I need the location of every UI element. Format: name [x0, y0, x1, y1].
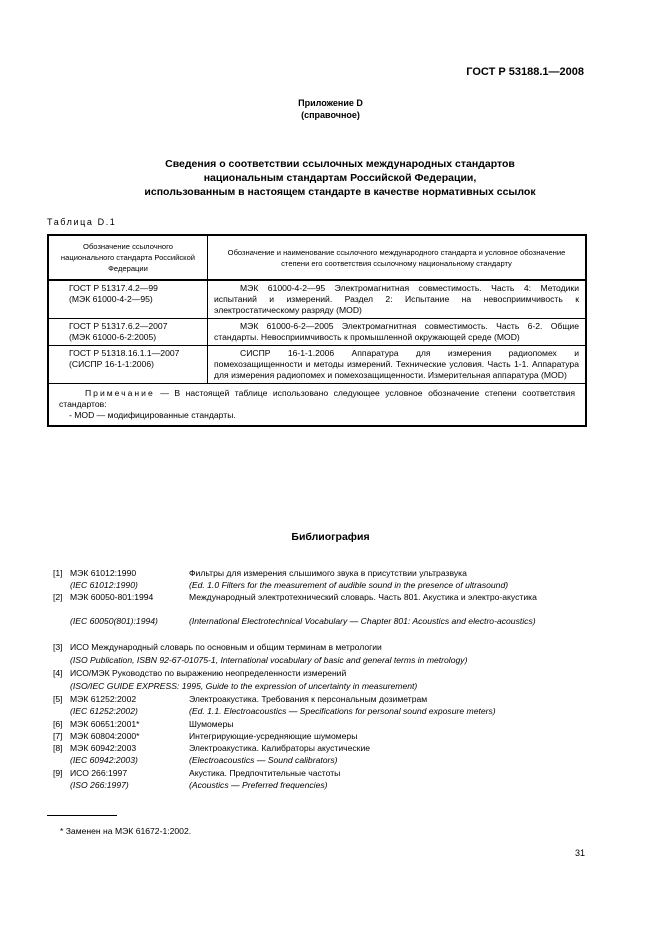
national-standard-equivalent: (МЭК 61000-4-2—95): [69, 294, 153, 304]
bib-code-en: (IEC 60050(801):1994): [70, 616, 158, 626]
bib-text: ИСО/МЭК Руководство по выражению неопределенности измерений: [70, 668, 347, 678]
bib-number: [1]: [53, 568, 63, 578]
national-standard-cell: [48, 319, 208, 346]
note-item: - MOD — модифицированные стандарты.: [69, 410, 236, 420]
bib-description-en: (Electroacoustics — Sound calibrators): [189, 755, 338, 765]
table-row: [48, 346, 586, 384]
bib-code: МЭК 61012:1990: [70, 568, 137, 578]
footnote-divider: [47, 815, 117, 816]
international-standard-cell: [208, 346, 587, 384]
table-label: Таблица D.1: [47, 217, 117, 227]
national-standard-code: ГОСТ Р 51318.16.1.1—2007: [69, 348, 180, 358]
national-standard-equivalent: (МЭК 61000-6-2:2005): [69, 332, 157, 342]
bib-number: [7]: [53, 731, 63, 741]
bib-code-en: (IEC 60942:2003): [70, 755, 138, 765]
bib-description-en: (Ed. 1.0 Filters for the measurement of audible sound in the presence of ultrasound): [189, 580, 509, 590]
bib-number: [2]: [53, 592, 63, 602]
bib-number: [8]: [53, 743, 63, 753]
bib-description: Электроакустика. Калибраторы акустические: [189, 743, 371, 753]
bib-text-en: (ISO/IEC GUIDE EXPRESS: 1995, Guide to the expression of uncertainty in measurement): [70, 681, 418, 691]
international-standard-text: СИСПР 16-1-1.2006 Аппаратура для измерения радиопомех и помехозащищенности и методы измерений. Технические условия. Часть 1-1. Аппаратура для измерения радиопомех и помехозащищенности. Измерительная аппаратура (MOD): [214, 348, 579, 380]
bib-number: [6]: [53, 719, 63, 729]
national-standard-equivalent: (СИСПР 16-1-1:2006): [69, 359, 154, 369]
national-standard-cell: [48, 280, 208, 319]
bib-code-en: (IEC 61012:1990): [70, 580, 138, 590]
note-text: — В настоящей таблице использовано следующее условное обозначение степени соответствия стандартов:: [59, 388, 575, 409]
international-standard-cell: [208, 319, 587, 346]
bib-text-en: (ISO Publication, ISBN 92-67-01075-1, International vocabulary of basic and general terms in metrology): [70, 655, 468, 665]
bib-number: [4]: [53, 668, 63, 678]
bib-description: Интегрирующие-усредняющие шумомеры: [189, 731, 358, 741]
bib-description: Шумомеры: [189, 719, 234, 729]
bib-code: ИСО 266:1997: [70, 768, 128, 778]
main-title-line-1: Сведения о соответствии ссылочных международных стандартов: [165, 158, 515, 170]
appendix-subtitle: (справочное): [301, 110, 360, 120]
bib-text: ИСО Международный словарь по основным и общим терминам в метрологии: [70, 642, 382, 652]
bib-description-en: (Acoustics — Preferred frequencies): [189, 780, 328, 790]
bib-code: МЭК 61252:2002: [70, 694, 137, 704]
bib-description: Фильтры для измерения слышимого звука в присутствии ультразвука: [189, 568, 467, 578]
bib-description: Международный электротехнический словарь. Часть 801. Акустика и электро-акустика: [189, 592, 537, 602]
footnote: * Заменен на МЭК 61672-1:2002.: [60, 826, 192, 836]
bib-code: МЭК 60050-801:1994: [70, 592, 154, 602]
appendix-title: Приложение D: [298, 98, 363, 108]
table-note: [48, 384, 586, 427]
bib-code-en: (ISO 266:1997): [70, 780, 129, 790]
header-international-standard: Обозначение и наименование ссылочного международного стандарта и условное обозначение степени его соответствия ссылочному национальному стандарту: [208, 235, 587, 280]
main-title-line-3: использованным в настоящем стандарте в качестве нормативных ссылок: [144, 186, 536, 198]
bib-number: [5]: [53, 694, 63, 704]
bib-code-en: (IEC 61252:2002): [70, 706, 138, 716]
international-standard-text: МЭК 61000-6-2—2005 Электромагнитная совместимость. Часть 6-2. Общие стандарты. Невосприимчивость к промышленной окружающей среде (MOD): [214, 321, 579, 342]
bib-description-en: (International Electrotechnical Vocabulary — Chapter 801: Acoustics and electro-acoustics): [189, 616, 536, 626]
bib-code: МЭК 60942:2003: [70, 743, 137, 753]
main-title-line-2: национальным стандартам Российской Федерации,: [203, 172, 477, 184]
correspondence-table: [47, 234, 587, 427]
international-standard-text: МЭК 61000-4-2—95 Электромагнитная совместимость. Часть 4: Методики испытаний и измерений. Раздел 2: Испытание на невосприимчивость к электростатическому разряду (MOD): [214, 283, 579, 315]
page-number: 31: [574, 848, 585, 858]
national-standard-code: ГОСТ Р 51317.6.2—2007: [69, 321, 168, 331]
bib-number: [3]: [53, 642, 63, 652]
bib-description-en: (Ed. 1.1. Electroacoustics — Specifications for personal sound exposure meters): [189, 706, 496, 716]
document-id: ГОСТ Р 53188.1—2008: [466, 66, 584, 78]
bib-number: [9]: [53, 768, 63, 778]
national-standard-code: ГОСТ Р 51317.4.2—99: [69, 283, 158, 293]
table-row: [48, 280, 586, 319]
note-label: Примечание: [85, 388, 155, 398]
bibliography-title: Библиография: [291, 531, 370, 543]
header-national-standard: Обозначение ссылочного национального стандарта Российской Федерации: [48, 235, 208, 280]
bib-description: Электроакустика. Требования к персональным дозиметрам: [189, 694, 428, 704]
bib-description: Акустика. Предпочтительные частоты: [189, 768, 341, 778]
national-standard-cell: [48, 346, 208, 384]
bib-code: МЭК 60804:2000*: [70, 731, 140, 741]
bib-code: МЭК 60651:2001*: [70, 719, 140, 729]
international-standard-cell: [208, 280, 587, 319]
table-row: [48, 319, 586, 346]
